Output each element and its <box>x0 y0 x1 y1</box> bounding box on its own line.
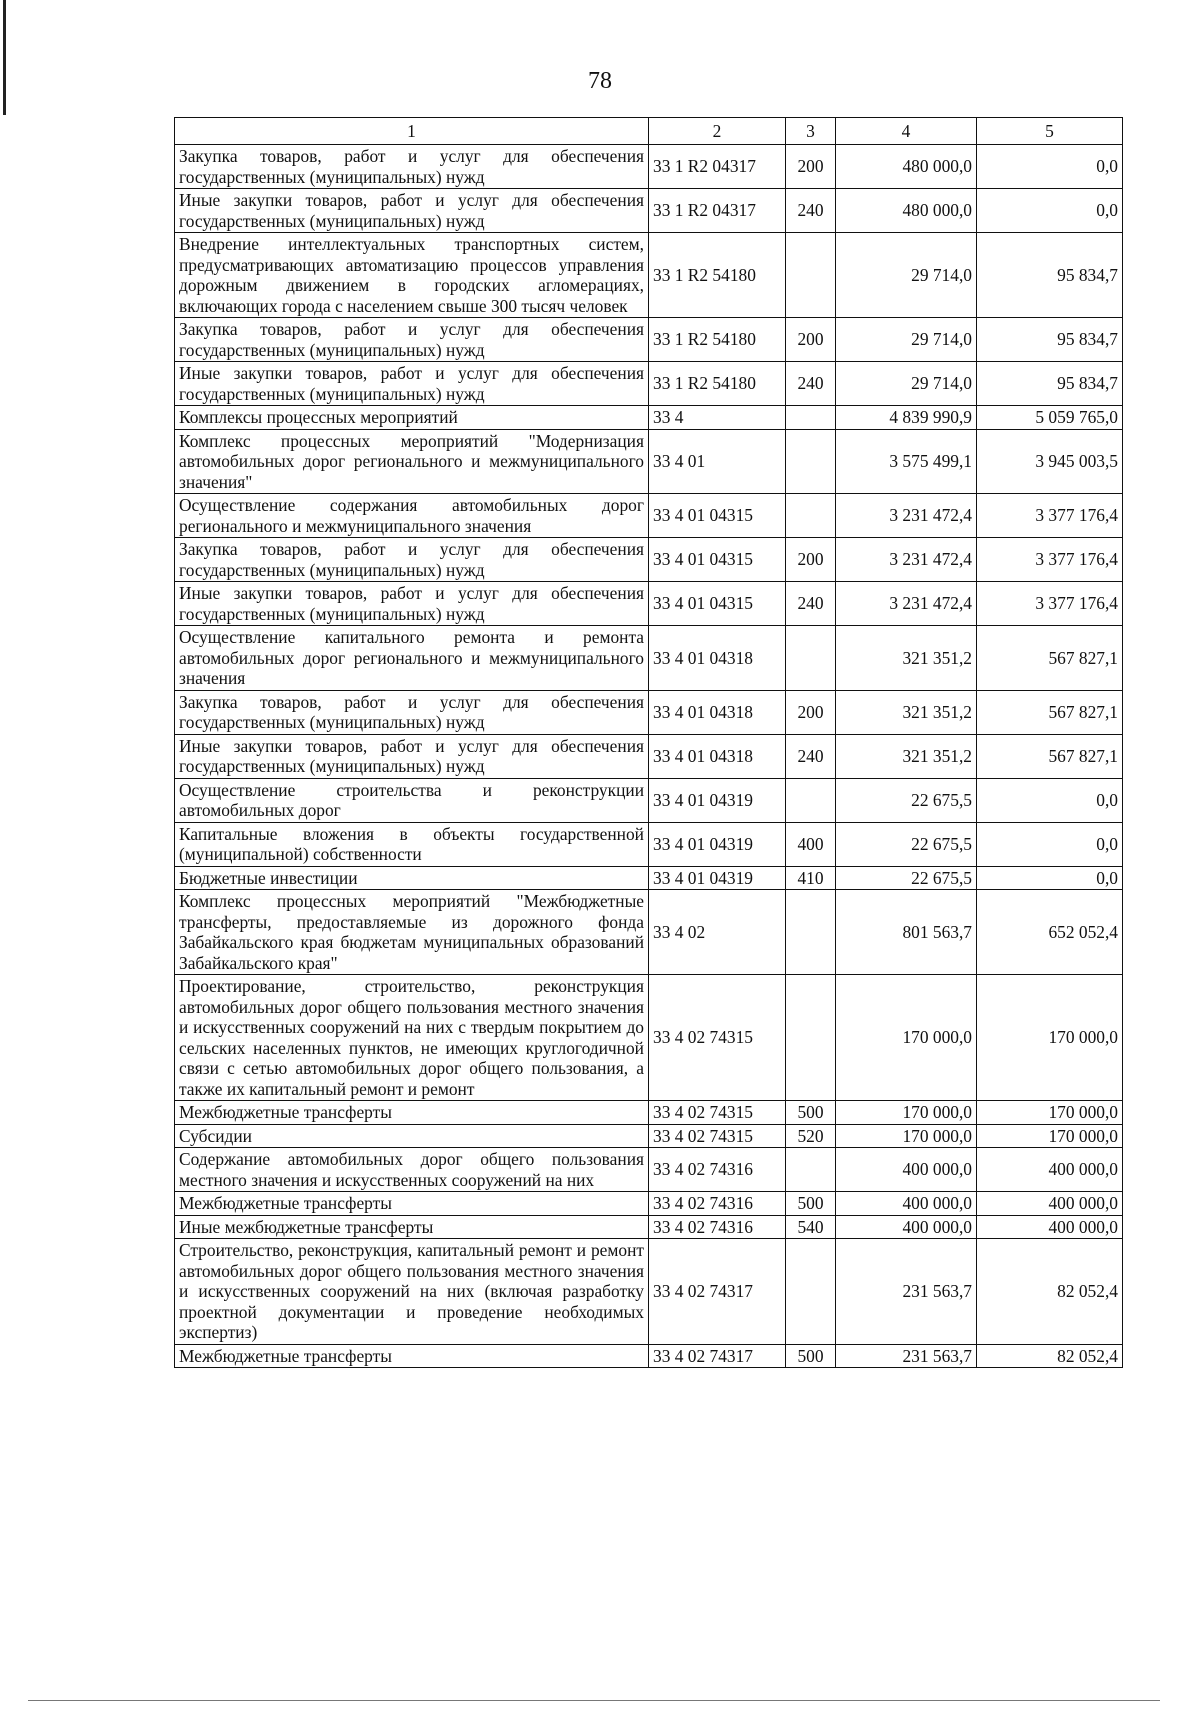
row-name-cell: Закупка товаров, работ и услуг для обеспечения государственных (муниципальных) нужд <box>175 690 649 734</box>
row-value-2025-cell: 652 052,4 <box>977 890 1123 975</box>
row-name-cell: Строительство, реконструкция, капитальный ремонт и ремонт автомобильных дорог общего пользования местного значения и искусственных сооружений на них (включая разработку проектной документации и проведение необходимых экспертиз) <box>175 1239 649 1345</box>
row-type-cell: 520 <box>786 1124 836 1148</box>
row-name-cell: Межбюджетные трансферты <box>175 1101 649 1125</box>
bottom-rule <box>28 1700 1160 1701</box>
row-code-cell: 33 4 01 04315 <box>649 582 786 626</box>
row-code-cell: 33 4 01 04319 <box>649 866 786 890</box>
scan-edge-mark <box>3 0 6 115</box>
row-name-cell: Проектирование, строительство, реконструкция автомобильных дорог общего пользования местного значения и искусственных сооружений на них с твердым покрытием до сельских населенных пунктов, не имеющих круглогодичной связи с сетью автомобильных дорог общего пользования, а также их капитальный ремонт и ремонт <box>175 975 649 1101</box>
row-type-cell: 500 <box>786 1101 836 1125</box>
row-value-2024-cell: 400 000,0 <box>836 1192 977 1216</box>
table-row <box>175 233 1123 318</box>
row-name-cell: Осуществление капитального ремонта и ремонта автомобильных дорог регионального и межмуниципального значения <box>175 626 649 691</box>
row-name-cell: Иные закупки товаров, работ и услуг для обеспечения государственных (муниципальных) нужд <box>175 189 649 233</box>
row-name-cell: Комплекс процессных мероприятий "Модернизация автомобильных дорог регионального и межмуниципального значения" <box>175 429 649 494</box>
row-value-2025-cell: 0,0 <box>977 145 1123 189</box>
row-value-2025-cell: 170 000,0 <box>977 1101 1123 1125</box>
table-row <box>175 1215 1123 1239</box>
row-value-2025-cell: 0,0 <box>977 778 1123 822</box>
row-value-2025-cell: 82 052,4 <box>977 1344 1123 1368</box>
row-value-2024-cell: 400 000,0 <box>836 1215 977 1239</box>
row-code-cell: 33 4 02 74316 <box>649 1192 786 1216</box>
table-row <box>175 890 1123 975</box>
column-number: 2 <box>649 118 786 145</box>
table-row <box>175 429 1123 494</box>
row-code-cell: 33 4 02 74315 <box>649 1124 786 1148</box>
row-code-cell: 33 4 02 74316 <box>649 1215 786 1239</box>
row-name-cell: Субсидии <box>175 1124 649 1148</box>
row-code-cell: 33 1 R2 54180 <box>649 318 786 362</box>
row-type-cell: 410 <box>786 866 836 890</box>
row-value-2025-cell: 567 827,1 <box>977 690 1123 734</box>
row-value-2025-cell: 400 000,0 <box>977 1215 1123 1239</box>
row-code-cell: 33 4 02 74316 <box>649 1148 786 1192</box>
table-row <box>175 1344 1123 1368</box>
row-value-2025-cell: 400 000,0 <box>977 1148 1123 1192</box>
row-code-cell: 33 1 R2 04317 <box>649 189 786 233</box>
row-value-2024-cell: 22 675,5 <box>836 822 977 866</box>
row-name-cell: Внедрение интеллектуальных транспортных систем, предусматривающих автоматизацию процессов управления дорожным движением в городских агломерациях, включающих города с населением свыше 300 тысяч человек <box>175 233 649 318</box>
row-name-cell: Осуществление строительства и реконструкции автомобильных дорог <box>175 778 649 822</box>
row-value-2025-cell: 95 834,7 <box>977 362 1123 406</box>
row-type-cell <box>786 1148 836 1192</box>
row-value-2024-cell: 480 000,0 <box>836 189 977 233</box>
column-number: 3 <box>786 118 836 145</box>
row-type-cell <box>786 429 836 494</box>
row-type-cell <box>786 1239 836 1345</box>
page-number: 78 <box>588 68 612 94</box>
table-row <box>175 1124 1123 1148</box>
row-code-cell: 33 4 01 04319 <box>649 778 786 822</box>
row-type-cell <box>786 233 836 318</box>
row-type-cell: 200 <box>786 145 836 189</box>
column-number: 4 <box>836 118 977 145</box>
row-name-cell: Закупка товаров, работ и услуг для обеспечения государственных (муниципальных) нужд <box>175 318 649 362</box>
row-name-cell: Иные закупки товаров, работ и услуг для обеспечения государственных (муниципальных) нужд <box>175 362 649 406</box>
column-number: 5 <box>977 118 1123 145</box>
row-value-2024-cell: 321 351,2 <box>836 626 977 691</box>
row-value-2025-cell: 400 000,0 <box>977 1192 1123 1216</box>
row-type-cell <box>786 626 836 691</box>
row-type-cell: 200 <box>786 318 836 362</box>
table-row <box>175 362 1123 406</box>
row-name-cell: Бюджетные инвестиции <box>175 866 649 890</box>
row-code-cell: 33 4 01 04318 <box>649 734 786 778</box>
row-value-2024-cell: 3 231 472,4 <box>836 494 977 538</box>
table-row <box>175 1239 1123 1345</box>
table-row <box>175 1148 1123 1192</box>
row-value-2024-cell: 170 000,0 <box>836 1124 977 1148</box>
row-value-2025-cell: 3 945 003,5 <box>977 429 1123 494</box>
row-value-2024-cell: 22 675,5 <box>836 866 977 890</box>
table-row <box>175 1192 1123 1216</box>
row-type-cell <box>786 406 836 430</box>
row-value-2025-cell: 0,0 <box>977 866 1123 890</box>
table-row <box>175 626 1123 691</box>
row-code-cell: 33 4 02 74315 <box>649 1101 786 1125</box>
row-value-2024-cell: 22 675,5 <box>836 778 977 822</box>
row-value-2024-cell: 321 351,2 <box>836 734 977 778</box>
row-type-cell: 200 <box>786 690 836 734</box>
row-type-cell: 500 <box>786 1344 836 1368</box>
table-row <box>175 538 1123 582</box>
row-value-2024-cell: 170 000,0 <box>836 975 977 1101</box>
column-number: 1 <box>175 118 649 145</box>
row-value-2024-cell: 170 000,0 <box>836 1101 977 1125</box>
table-row <box>175 778 1123 822</box>
row-value-2025-cell: 95 834,7 <box>977 233 1123 318</box>
row-value-2024-cell: 29 714,0 <box>836 318 977 362</box>
row-name-cell: Межбюджетные трансферты <box>175 1344 649 1368</box>
row-code-cell: 33 4 01 04315 <box>649 494 786 538</box>
row-name-cell: Капитальные вложения в объекты государственной (муниципальной) собственности <box>175 822 649 866</box>
row-name-cell: Межбюджетные трансферты <box>175 1192 649 1216</box>
row-value-2024-cell: 231 563,7 <box>836 1344 977 1368</box>
row-code-cell: 33 1 R2 54180 <box>649 362 786 406</box>
row-value-2024-cell: 231 563,7 <box>836 1239 977 1345</box>
row-value-2025-cell: 567 827,1 <box>977 626 1123 691</box>
row-name-cell: Закупка товаров, работ и услуг для обеспечения государственных (муниципальных) нужд <box>175 145 649 189</box>
row-value-2025-cell: 567 827,1 <box>977 734 1123 778</box>
row-value-2024-cell: 400 000,0 <box>836 1148 977 1192</box>
row-type-cell: 240 <box>786 582 836 626</box>
row-value-2025-cell: 170 000,0 <box>977 1124 1123 1148</box>
table-row <box>175 189 1123 233</box>
table-row <box>175 406 1123 430</box>
row-code-cell: 33 4 02 <box>649 890 786 975</box>
row-value-2025-cell: 0,0 <box>977 189 1123 233</box>
row-value-2025-cell: 170 000,0 <box>977 975 1123 1101</box>
row-name-cell: Содержание автомобильных дорог общего пользования местного значения и искусственных сооружений на них <box>175 1148 649 1192</box>
row-type-cell: 540 <box>786 1215 836 1239</box>
row-code-cell: 33 4 01 04315 <box>649 538 786 582</box>
row-value-2025-cell: 3 377 176,4 <box>977 494 1123 538</box>
row-type-cell: 240 <box>786 189 836 233</box>
row-value-2024-cell: 801 563,7 <box>836 890 977 975</box>
row-value-2024-cell: 3 231 472,4 <box>836 538 977 582</box>
row-type-cell <box>786 975 836 1101</box>
row-value-2025-cell: 82 052,4 <box>977 1239 1123 1345</box>
row-value-2025-cell: 3 377 176,4 <box>977 538 1123 582</box>
table-row <box>175 145 1123 189</box>
row-name-cell: Закупка товаров, работ и услуг для обеспечения государственных (муниципальных) нужд <box>175 538 649 582</box>
row-code-cell: 33 4 01 <box>649 429 786 494</box>
row-value-2025-cell: 3 377 176,4 <box>977 582 1123 626</box>
table-row <box>175 690 1123 734</box>
table-row <box>175 975 1123 1101</box>
row-type-cell <box>786 778 836 822</box>
row-value-2024-cell: 29 714,0 <box>836 233 977 318</box>
row-code-cell: 33 1 R2 54180 <box>649 233 786 318</box>
row-value-2024-cell: 3 575 499,1 <box>836 429 977 494</box>
column-number-row <box>175 118 1123 145</box>
row-name-cell: Комплекс процессных мероприятий "Межбюджетные трансферты, предоставляемые из дорожного фонда Забайкальского края бюджетам муниципальных образований Забайкальского края" <box>175 890 649 975</box>
row-value-2024-cell: 29 714,0 <box>836 362 977 406</box>
row-type-cell <box>786 494 836 538</box>
row-name-cell: Иные закупки товаров, работ и услуг для обеспечения государственных (муниципальных) нужд <box>175 582 649 626</box>
table-row <box>175 494 1123 538</box>
table-row <box>175 318 1123 362</box>
budget-table-body <box>175 118 1123 1368</box>
table-row <box>175 734 1123 778</box>
row-value-2024-cell: 3 231 472,4 <box>836 582 977 626</box>
row-code-cell: 33 4 02 74317 <box>649 1344 786 1368</box>
table-row <box>175 582 1123 626</box>
row-code-cell: 33 1 R2 04317 <box>649 145 786 189</box>
row-code-cell: 33 4 01 04319 <box>649 822 786 866</box>
row-type-cell: 200 <box>786 538 836 582</box>
row-name-cell: Иные закупки товаров, работ и услуг для обеспечения государственных (муниципальных) нужд <box>175 734 649 778</box>
row-value-2025-cell: 5 059 765,0 <box>977 406 1123 430</box>
row-type-cell: 240 <box>786 362 836 406</box>
row-name-cell: Иные межбюджетные трансферты <box>175 1215 649 1239</box>
row-code-cell: 33 4 01 04318 <box>649 690 786 734</box>
row-value-2025-cell: 0,0 <box>977 822 1123 866</box>
row-type-cell: 400 <box>786 822 836 866</box>
row-name-cell: Комплексы процессных мероприятий <box>175 406 649 430</box>
row-code-cell: 33 4 02 74317 <box>649 1239 786 1345</box>
row-code-cell: 33 4 01 04318 <box>649 626 786 691</box>
row-type-cell <box>786 890 836 975</box>
table-row <box>175 822 1123 866</box>
budget-table <box>174 117 1123 1368</box>
row-type-cell: 500 <box>786 1192 836 1216</box>
row-value-2024-cell: 480 000,0 <box>836 145 977 189</box>
row-code-cell: 33 4 <box>649 406 786 430</box>
row-type-cell: 240 <box>786 734 836 778</box>
table-row <box>175 866 1123 890</box>
table-row <box>175 1101 1123 1125</box>
row-code-cell: 33 4 02 74315 <box>649 975 786 1101</box>
row-name-cell: Осуществление содержания автомобильных дорог регионального и межмуниципального значения <box>175 494 649 538</box>
row-value-2025-cell: 95 834,7 <box>977 318 1123 362</box>
row-value-2024-cell: 4 839 990,9 <box>836 406 977 430</box>
row-value-2024-cell: 321 351,2 <box>836 690 977 734</box>
